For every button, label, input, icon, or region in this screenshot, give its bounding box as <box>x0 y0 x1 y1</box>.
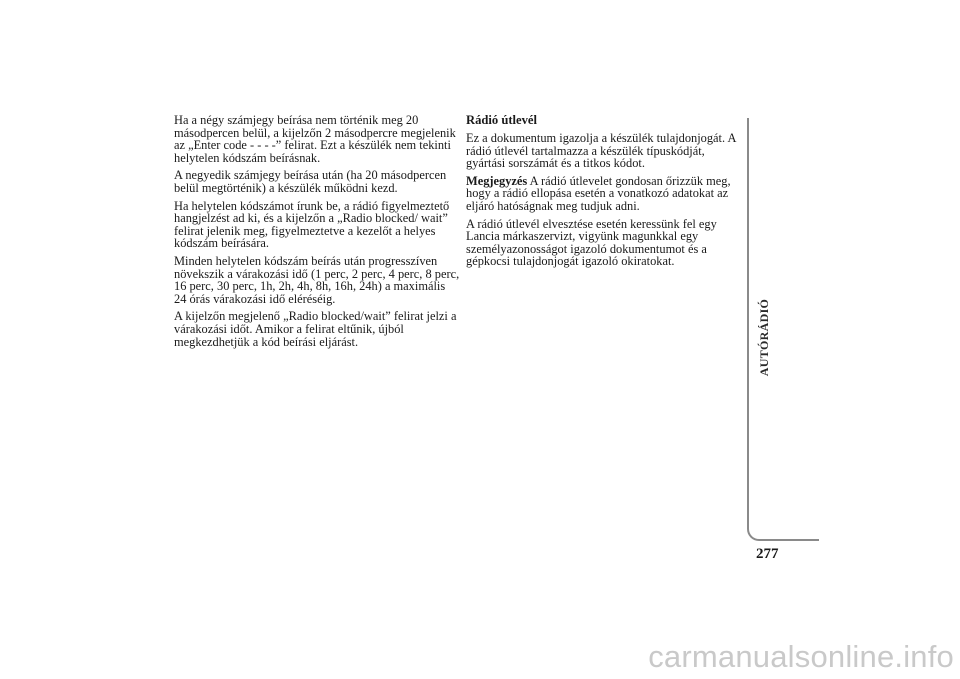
paragraph-passport-lost: A rádió útlevél elvesztése esetén keressünk fel egy Lancia márkaszervizt, vigyünk magunkkal egy személyazonosságot igazoló dokumentumot és a gépkocsi tulajdonjogát igazoló okiratokat. <box>466 216 717 269</box>
paragraph-code-timeout: Ha a négy számjegy beírása nem történik meg 20 másodpercen belül, a kijelzőn 2 másodpercre megjelenik az „Enter code - - - -” felirat. Ezt a készülék nem tekinti helytelen kódszám beírásnak. <box>174 113 456 165</box>
section-heading-radio-passport: Rádió útlevél <box>466 113 538 127</box>
paragraph-wrong-code: Ha helytelen kódszámot írunk be, a rádió figyelmeztető hangjelzést ad ki, és a kijelzőn a „Radio blocked/ wait” felirat jelenik meg, figyelmeztetve a kezelőt a helyes kódszám beírására. <box>174 198 450 251</box>
paragraph-fourth-digit: A negyedik számjegy beírása után (ha 20 másodpercen belül megtörténik) a készülék működni kezd. <box>174 168 447 195</box>
right-text-column <box>466 114 740 273</box>
paragraph-passport-description: Ez a dokumentum igazolja a készülék tulajdonjogát. A rádió útlevél tartalmazza a készülék típuskódját, gyártási sorszámát és a titkos kódot. <box>466 131 736 171</box>
watermark: carmanualsonline.info <box>648 639 954 674</box>
section-tab-text: AUTÓRÁDIÓ <box>757 298 772 376</box>
note-text: A rádió útlevelet gondosan őrizzük meg, hogy a rádió ellopása esetén a vonatkozó adatokat az eljáró hatóságnak meg tudjuk adni. <box>466 173 731 213</box>
page-number: 277 <box>756 546 779 562</box>
left-text-column <box>174 114 460 353</box>
note-label: Megjegyzés <box>466 173 528 188</box>
paragraph-radio-blocked: A kijelzőn megjelenő „Radio blocked/wait” felirat jelzi a várakozási időt. Amikor a felirat eltűnik, újból megkezdhetjük a kód beírási eljárást. <box>174 309 457 349</box>
section-tab-label <box>755 298 775 376</box>
paragraph-wait-times: Minden helytelen kódszám beírás után progresszíven növekszik a várakozási idő (1 perc, 2 perc, 4 perc, 8 perc, 16 perc, 30 perc, 1h, 2h, 4h, 8h, 16h, 24h) a maximális 24 órás várakozási idő eléréséig. <box>174 253 460 306</box>
paragraph-note <box>466 175 740 213</box>
